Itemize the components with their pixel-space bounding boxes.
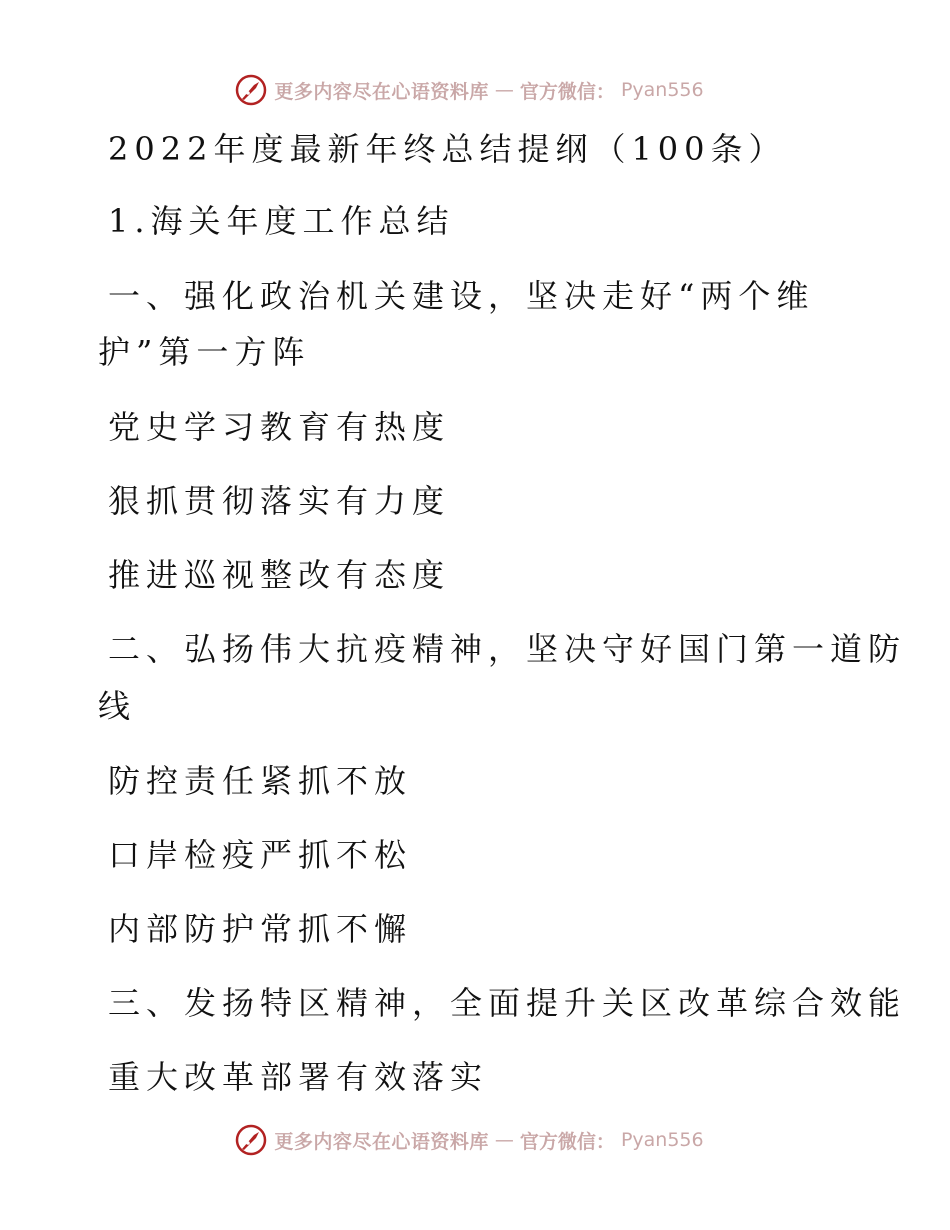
watermark-separator: — [494, 79, 514, 101]
watermark-id: Pyan556 [620, 79, 704, 101]
document-title: 2022年度最新年终总结提纲（100条） [108, 130, 787, 168]
part2-heading-line1: 二、弘扬伟大抗疫精神，坚决守好国门第一道防 [108, 630, 907, 668]
pen-nib-circle-icon [234, 1123, 268, 1157]
part3-heading: 三、发扬特区精神，全面提升关区改革综合效能 [108, 984, 907, 1022]
part2-item-3: 内部防护常抓不懈 [108, 910, 413, 948]
part1-item-1: 党史学习教育有热度 [108, 408, 451, 446]
footer-watermark [0, 1120, 950, 1160]
part3-item-1: 重大改革部署有效落实 [108, 1058, 489, 1096]
part1-item-3: 推进巡视整改有态度 [108, 556, 451, 594]
footer-watermark-inner [234, 1123, 703, 1157]
watermark-main-text: 更多内容尽在心语资料库 [274, 1130, 489, 1153]
part1-heading-line2: 护”第一方阵 [98, 333, 311, 371]
watermark-id: Pyan556 [620, 1129, 704, 1151]
watermark-label: 官方微信： [519, 80, 615, 103]
part2-item-2: 口岸检疫严抓不松 [108, 836, 413, 874]
watermark-main-text: 更多内容尽在心语资料库 [274, 80, 489, 103]
part2-item-1: 防控责任紧抓不放 [108, 762, 413, 800]
part2-heading-line2: 线 [98, 687, 137, 725]
part1-heading-line1: 一、强化政治机关建设，坚决走好“两个维 [108, 277, 815, 315]
watermark-label: 官方微信： [519, 1130, 615, 1153]
part1-item-2: 狠抓贯彻落实有力度 [108, 482, 451, 520]
watermark-separator: — [494, 1129, 514, 1151]
section-heading: 1.海关年度工作总结 [108, 202, 455, 240]
